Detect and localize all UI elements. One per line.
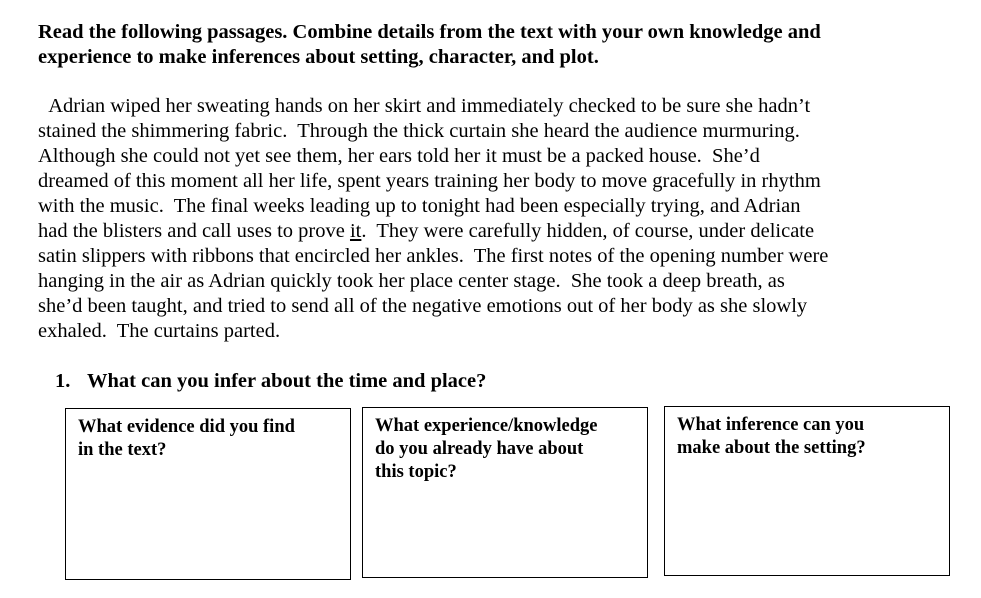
passage-line [38, 219, 938, 244]
passage-line: dreamed of this moment all her life, spent years training her body to move gracefully in rhythm [38, 170, 821, 192]
passage-line: exhaled. The curtains parted. [38, 320, 281, 342]
question-number: 1. [55, 370, 71, 392]
instructions [38, 20, 958, 70]
instructions-line: experience to make inferences about setting, character, and plot. [38, 46, 599, 68]
box-prompt-line: in the text? [78, 440, 167, 460]
passage-text: . They were carefully hidden, of course, under delicate [361, 220, 815, 242]
knowledge-box[interactable] [362, 407, 648, 578]
instructions-line: Read the following passages. Combine details from the text with your own knowledge and [38, 21, 821, 43]
box-prompt-line: do you already have about [375, 439, 584, 459]
question-1 [55, 369, 486, 394]
passage-line: Adrian wiped her sweating hands on her skirt and immediately checked to be sure she hadn’t [38, 95, 811, 117]
passage-line: she’d been taught, and tried to send all of the negative emotions out of her body as she slowly [38, 295, 808, 317]
passage-line: stained the shimmering fabric. Through the thick curtain she heard the audience murmuring. [38, 120, 800, 142]
underlined-word: it [349, 220, 362, 242]
passage [38, 94, 938, 344]
box-prompt [78, 416, 342, 462]
box-prompt-line: this topic? [375, 462, 457, 482]
question-text: What can you infer about the time and place? [87, 370, 487, 392]
box-prompt [677, 414, 941, 460]
passage-line: Although she could not yet see them, her ears told her it must be a packed house. She’d [38, 145, 760, 167]
box-prompt-line: What evidence did you find [78, 417, 295, 437]
box-prompt-line: What inference can you [677, 415, 865, 435]
evidence-box[interactable] [65, 408, 351, 580]
passage-line: hanging in the air as Adrian quickly took her place center stage. She took a deep breath, as [38, 270, 785, 292]
box-prompt [375, 415, 639, 484]
passage-line: satin slippers with ribbons that encircled her ankles. The first notes of the opening number were [38, 245, 829, 267]
passage-line: with the music. The final weeks leading up to tonight had been especially trying, and Adrian [38, 195, 801, 217]
inference-box[interactable] [664, 406, 950, 576]
box-prompt-line: What experience/knowledge [375, 416, 598, 436]
passage-text: had the blisters and call uses to prove [38, 220, 350, 242]
box-prompt-line: make about the setting? [677, 438, 866, 458]
